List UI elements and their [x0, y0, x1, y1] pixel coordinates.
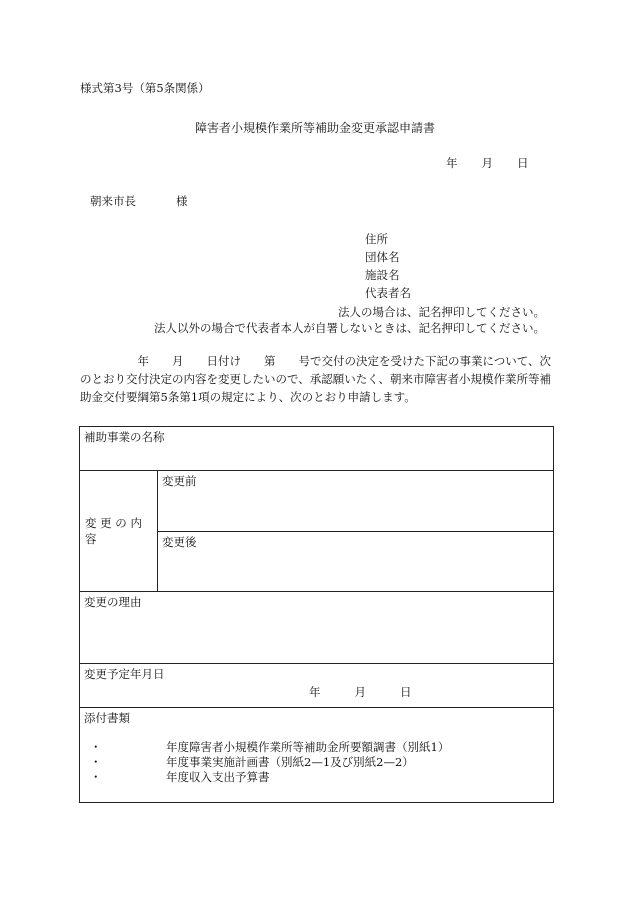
- attachment-text: 年度障害者小規模作業所等補助金所要額調書（別紙1）: [166, 740, 450, 754]
- change-content-label: 変 更 の 内 容: [85, 516, 142, 546]
- reason-cell[interactable]: [80, 592, 554, 664]
- document-title: 障害者小規模作業所等補助金変更承認申請書: [194, 121, 435, 135]
- applicant-facility-label: 施設名: [365, 268, 400, 282]
- attachment-text: 年度収入支出予算書: [166, 770, 270, 784]
- note-corporation: 法人の場合は、記名押印してください。: [338, 305, 545, 319]
- after-change-label: 変更後: [162, 535, 197, 549]
- reason-label: 変更の理由: [84, 595, 142, 609]
- before-change-label: 変更前: [162, 474, 197, 488]
- note-non-corporation: 法人以外の場合で代表者本人が自署しないときは、記名押印してください。: [154, 321, 545, 335]
- before-change-cell[interactable]: [158, 471, 554, 532]
- scheduled-date-cell[interactable]: [80, 664, 554, 708]
- recipient-honorific: 様: [176, 194, 188, 208]
- applicant-organization-label: 団体名: [365, 250, 400, 264]
- scheduled-year: 年: [309, 685, 321, 699]
- attachment-text: 年度事業実施計画書（別紙2—1及び別紙2—2）: [166, 755, 414, 769]
- attachment-item: [84, 770, 549, 785]
- recipient-name: 朝来市長: [90, 194, 136, 208]
- attachments-label: 添付書類: [84, 711, 130, 725]
- date-line: [446, 155, 529, 171]
- scheduled-date-label: 変更予定年月日: [84, 667, 165, 681]
- attachment-item: [84, 755, 549, 770]
- recipient: [90, 193, 188, 209]
- date-day: 日: [517, 156, 529, 170]
- scheduled-day: 日: [400, 685, 412, 699]
- application-body-text: 年 月 日付け 第 号で交付の決定を受けた下記の事業について、次のとおり交付決定の内容を変更したいので、承認願いたく、朝来市障害者小規模作業所等補助金交付要綱第5条第1項の規定により、次のとおり申請します。: [80, 354, 552, 404]
- form-number: 様式第3号（第5条関係）: [80, 81, 210, 95]
- applicant-representative-label: 代表者名: [365, 286, 411, 300]
- date-month: 月: [481, 156, 493, 170]
- attachments-cell: [80, 708, 554, 803]
- project-name-label: 補助事業の名称: [84, 430, 165, 444]
- scheduled-month: 月: [354, 685, 366, 699]
- attachment-item: [84, 740, 549, 755]
- after-change-cell[interactable]: [158, 532, 554, 592]
- date-year: 年: [446, 156, 458, 170]
- scheduled-date-value: [309, 684, 549, 700]
- applicant-address-label: 住所: [365, 232, 388, 246]
- attachment-bullet: ・: [90, 770, 102, 784]
- attachment-bullet: ・: [90, 740, 102, 754]
- change-content-cell: [80, 471, 158, 592]
- application-table: [79, 426, 554, 803]
- attachment-bullet: ・: [90, 755, 102, 769]
- project-name-cell[interactable]: [80, 427, 554, 471]
